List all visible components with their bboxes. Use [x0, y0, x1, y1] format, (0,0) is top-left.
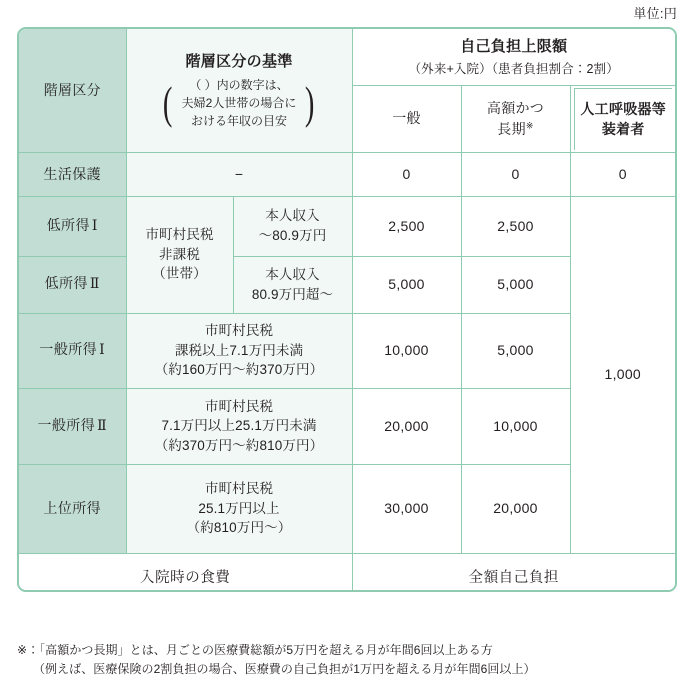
value-general-general-income-2: 20,000: [352, 388, 461, 464]
criteria-upper-income-line3: （約810万円～）: [186, 520, 292, 536]
footer-meal-value: 全額自己負担: [352, 553, 675, 592]
header-level-category: 階層区分: [19, 29, 126, 152]
note-line-2: 夫婦2人世帯の場合に: [181, 95, 297, 110]
criteria-general-income-1-line1: 市町村民税: [204, 323, 274, 339]
row-label-low-income-2: [19, 256, 126, 313]
value-highcost-long-welfare: 0: [461, 152, 570, 196]
footnotes: [17, 641, 677, 679]
criteria-low-income-1-sub: [233, 196, 352, 256]
value-general-upper-income: 30,000: [352, 464, 461, 553]
criteria-upper-income-line1: 市町村民税: [204, 481, 274, 497]
value-highcost-long-low-income-2: 5,000: [461, 256, 570, 313]
criteria-low-income-1-line1: 本人収入: [265, 208, 320, 224]
row-label-low-income-1: [19, 196, 126, 256]
value-highcost-long-general-income-2: 10,000: [461, 388, 570, 464]
header-criteria: [126, 29, 352, 152]
row-label-low-income-1-text: 低所得: [46, 216, 90, 233]
value-highcost-long-upper-income: 20,000: [461, 464, 570, 553]
header-limit-group: [352, 29, 675, 85]
criteria-upper-income: [126, 464, 352, 553]
footer-row: [19, 553, 675, 592]
value-ventilator-all: 1,000: [570, 196, 675, 553]
header-col-ventilator-box: [574, 88, 673, 150]
table-row: [19, 152, 675, 196]
value-general-general-income-1: 10,000: [352, 313, 461, 388]
criteria-low-income-main-line2: 非課税: [159, 246, 200, 262]
row-label-low-income-2-numeral: Ⅱ: [89, 277, 100, 293]
header-limit-subtitle: （外来+入院）（患者負担割合：2割）: [408, 61, 619, 76]
header-row-1: [19, 29, 675, 85]
row-label-general-income-2-text: 一般所得: [37, 416, 96, 433]
value-highcost-long-general-income-1: 5,000: [461, 313, 570, 388]
footnote-marker-icon: ※: [525, 119, 534, 130]
criteria-general-income-2: [126, 388, 352, 464]
criteria-low-income-2-sub: [233, 256, 352, 313]
row-label-general-income-2: [19, 388, 126, 464]
criteria-low-income-main-line1: 市町村民税: [145, 227, 214, 243]
unit-label: 単位:円: [633, 6, 677, 21]
row-label-general-income-2-numeral: Ⅱ: [97, 418, 108, 434]
row-label-general-income-1-numeral: Ⅰ: [99, 343, 106, 359]
criteria-general-income-1: [126, 313, 352, 388]
criteria-general-income-1-line2: 課税以上7.1万円未満: [174, 342, 304, 358]
footnote-1: ※：「高額かつ長期」とは、月ごとの医療費総額が5万円を超える月が年間6回以上ある方: [17, 643, 493, 657]
row-label-welfare: 生活保護: [19, 152, 126, 196]
row-label-general-income-1-text: 一般所得: [39, 341, 98, 358]
row-label-general-income-1: [19, 313, 126, 388]
header-col-ventilator: [570, 85, 675, 152]
criteria-low-income-1-line2: ～80.9万円: [258, 228, 327, 243]
header-col-ventilator-line2: 装着者: [601, 121, 645, 137]
header-col-general: 一般: [352, 85, 461, 152]
row-label-low-income-2-text: 低所得: [44, 275, 88, 292]
criteria-general-income-1-line3: （約160万円～約370万円）: [154, 362, 324, 378]
criteria-low-income-main-line3: （世帯）: [152, 266, 207, 282]
row-label-low-income-1-numeral: Ⅰ: [91, 218, 98, 234]
value-general-low-income-2: 5,000: [352, 256, 461, 313]
header-criteria-note: [130, 76, 349, 130]
criteria-general-income-2-line1: 市町村民税: [204, 398, 274, 414]
criteria-general-income-2-line3: （約370万円～約810万円）: [154, 437, 324, 453]
cost-burden-table-frame: [17, 27, 677, 592]
header-criteria-title: 階層区分の基準: [185, 52, 293, 70]
row-label-upper-income: 上位所得: [19, 464, 126, 553]
left-paren-glyph: (: [163, 76, 173, 128]
cost-burden-table: [19, 29, 675, 592]
table-row: [19, 196, 675, 256]
header-col-highcost-long-line2: 長期: [497, 120, 526, 137]
right-paren-glyph: ): [305, 76, 315, 128]
criteria-low-income-2-line2: 80.9万円超～: [251, 286, 334, 302]
criteria-general-income-2-line2: 7.1万円以上25.1万円未満: [161, 418, 317, 434]
note-line-3: おける年収の目安: [190, 113, 287, 128]
criteria-upper-income-line2: 25.1万円以上: [198, 500, 280, 516]
header-limit-title: 自己負担上限額: [460, 37, 568, 55]
note-line-1: （ ）内の数字は、: [189, 77, 289, 92]
value-highcost-long-low-income-1: 2,500: [461, 196, 570, 256]
footnote-2: （例えば、医療保険の2割負担の場合、医療費の自己負担が1万円を超える月が年間6回以上）: [33, 662, 536, 677]
value-general-low-income-1: 2,500: [352, 196, 461, 256]
header-col-highcost-long: [461, 85, 570, 152]
value-ventilator-welfare: 0: [570, 152, 675, 196]
criteria-low-income-main: [126, 196, 233, 313]
criteria-welfare: −: [126, 152, 352, 196]
value-general-welfare: 0: [352, 152, 461, 196]
header-col-ventilator-line1: 人工呼吸器等: [580, 100, 667, 117]
header-col-highcost-long-line1: 高額かつ: [486, 100, 545, 117]
criteria-low-income-2-line1: 本人収入: [265, 266, 320, 282]
footer-meal-label: 入院時の食費: [19, 553, 352, 592]
header-criteria-note-text: [182, 76, 297, 130]
